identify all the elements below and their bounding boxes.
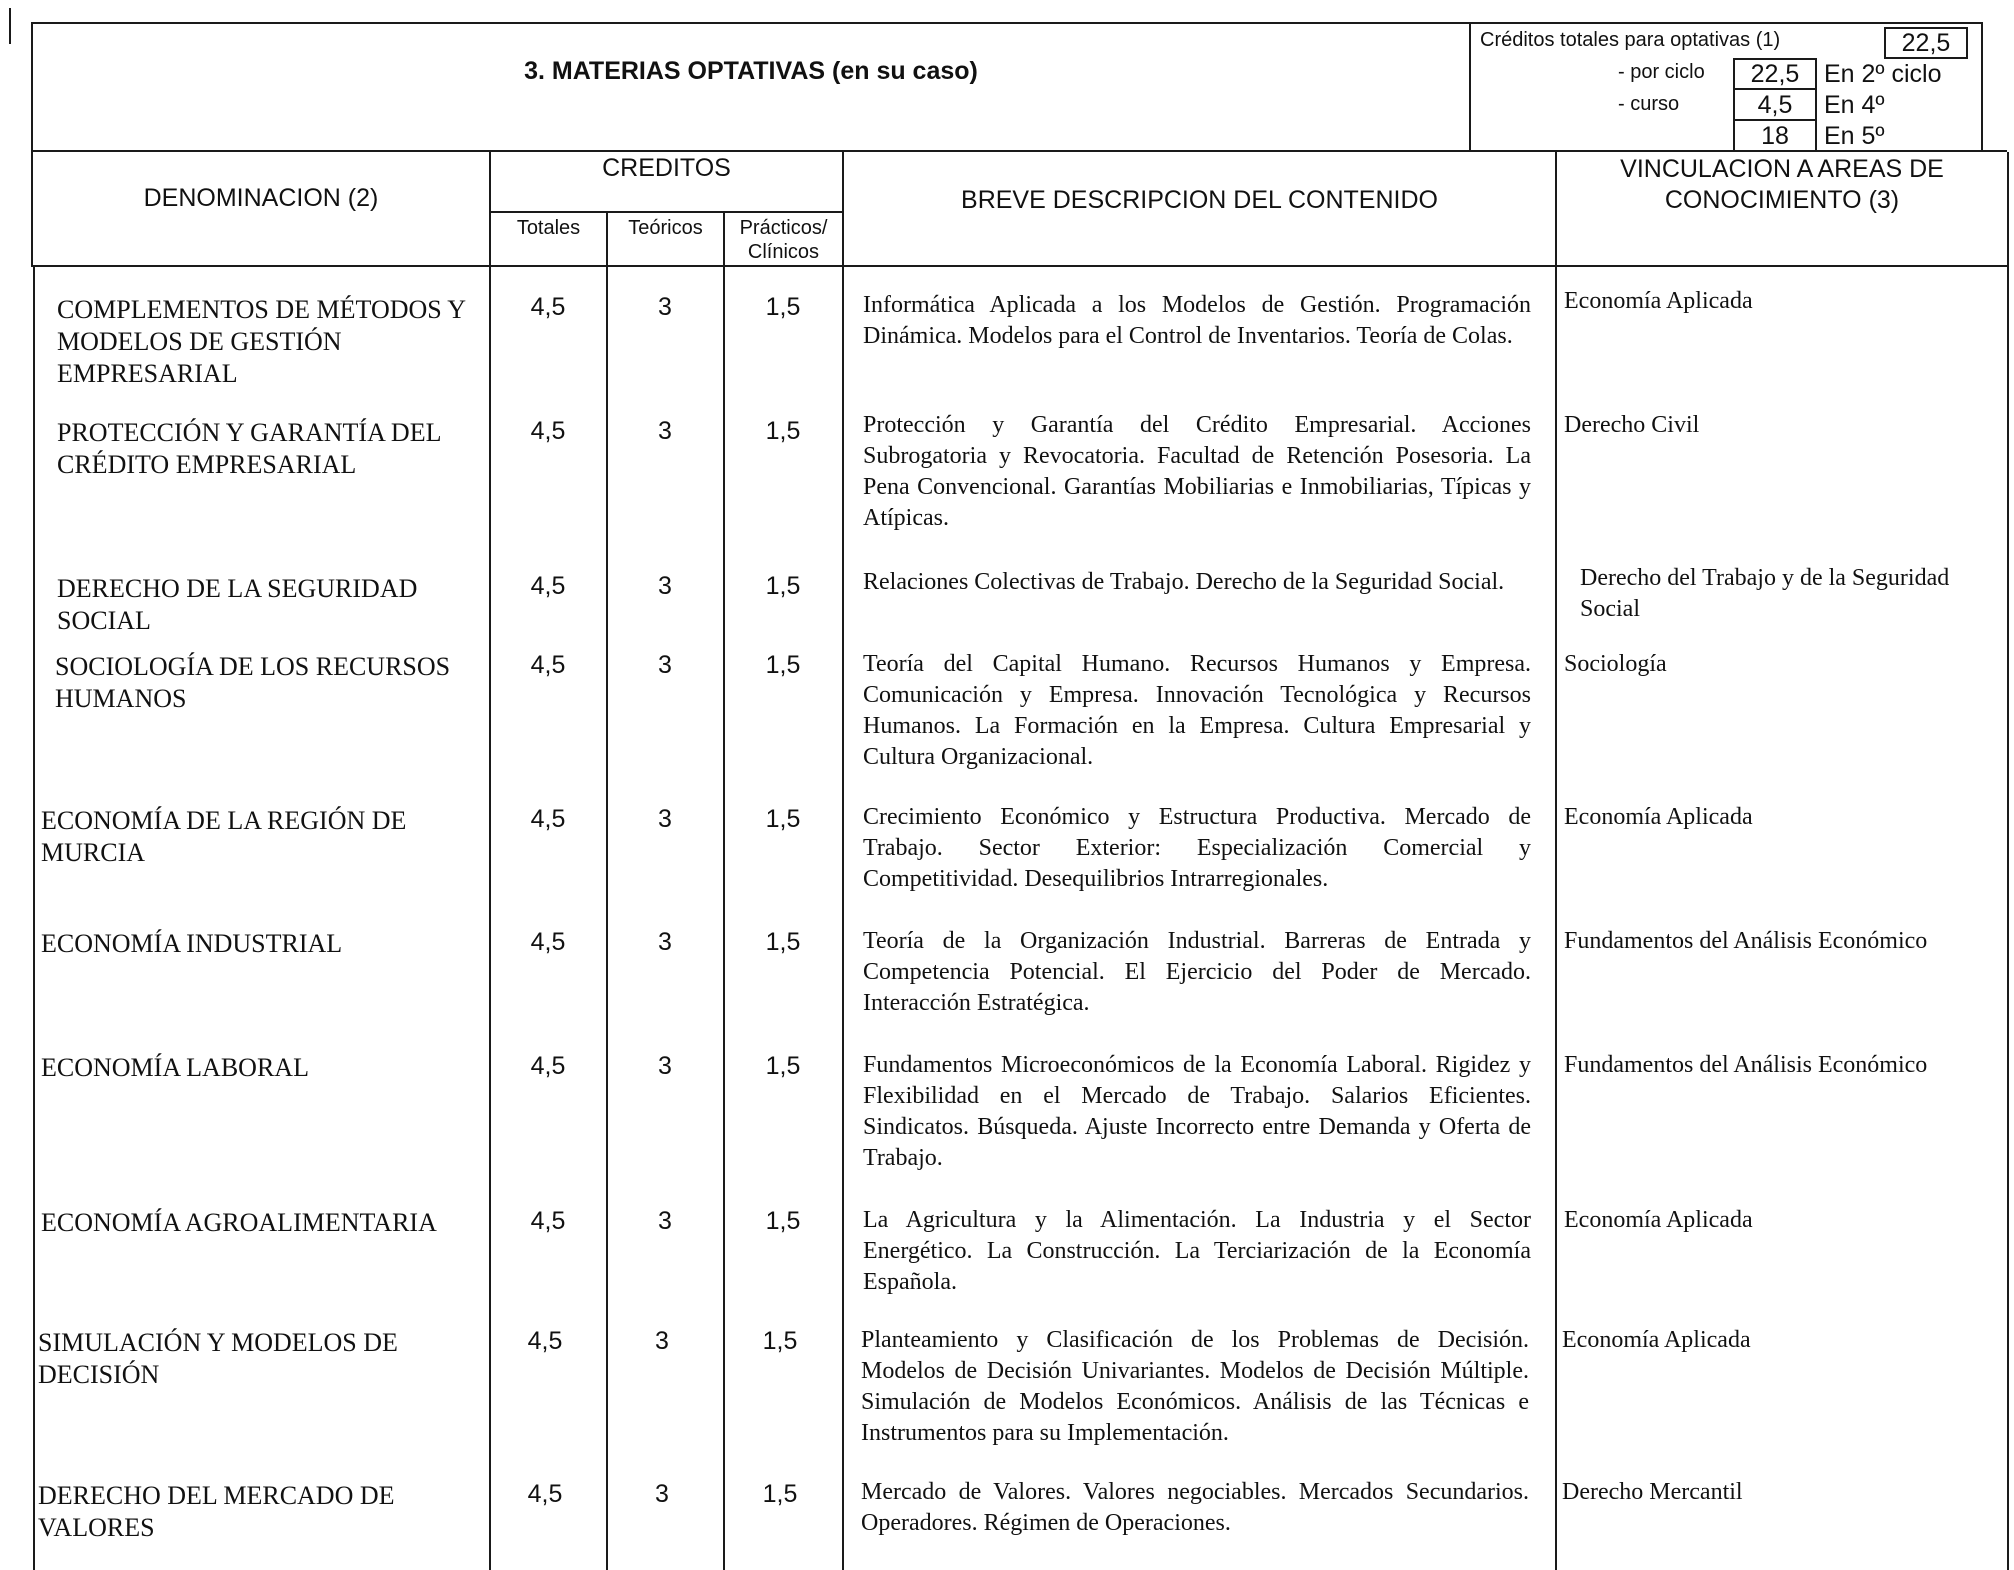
credits-practicos: 1,5 <box>765 293 801 321</box>
subject-description: Planteamiento y Clasificación de los Problemas de Decisión. Modelos de Decisión Univariantes. Modelos de Decisión Múltiple. Simulación de Modelos Económicos. Análisis de las Técnicas e Instrumentos para su Implementación. <box>861 1327 1529 1446</box>
subject-description: Protección y Garantía del Crédito Empresarial. Acciones Subrogatoria y Revocatoria. Facultad de Retención Posesoria. La Pena Convencional. Garantías Mobiliarias e Inmobiliarias, Típicas y Atípicas. <box>863 412 1531 531</box>
subject-description: Relaciones Colectivas de Trabajo. Derecho de la Seguridad Social. <box>863 569 1505 595</box>
subject-description: Fundamentos Microeconómicos de la Economía Laboral. Rigidez y Flexibilidad en el Mercado de Trabajo. Salarios Eficientes. Sindicatos. Búsqueda. Ajuste Incorrecto entre Demanda y Oferta de Trabajo. <box>863 1052 1531 1171</box>
subject-name: SOCIOLOGÍA DE LOS RECURSOS HUMANOS <box>55 652 451 713</box>
knowledge-area: Economía Aplicada <box>1562 1327 1751 1353</box>
course-label: - curso <box>1618 93 1680 115</box>
header-vinculacion-line2: CONOCIMIENTO (3) <box>1664 186 1900 214</box>
subject-name: ECONOMÍA DE LA REGIÓN DE MURCIA <box>41 806 407 867</box>
credits-practicos: 1,5 <box>765 1052 801 1080</box>
subject-description: Crecimiento Económico y Estructura Productiva. Mercado de Trabajo. Sector Exterior: Especialización Comercial y Competitividad. Desequilibrios Intrarregionales. <box>863 804 1531 892</box>
knowledge-area: Derecho Mercantil <box>1562 1479 1743 1505</box>
credits-practicos: 1,5 <box>762 1480 798 1508</box>
course-5-text: En 5º <box>1824 122 1885 150</box>
credits-practicos: 1,5 <box>762 1327 798 1355</box>
cycle-label: - por ciclo <box>1618 61 1705 83</box>
subject-description: La Agricultura y la Alimentación. La Industria y el Sector Energético. La Construcción. La Terciarización de la Economía Española. <box>863 1207 1531 1295</box>
knowledge-area: Economía Aplicada <box>1564 1207 1753 1233</box>
total-credits-label: Créditos totales para optativas (1) <box>1480 29 1781 51</box>
credits-practicos: 1,5 <box>765 417 801 445</box>
subject-name: PROTECCIÓN Y GARANTÍA DEL CRÉDITO EMPRESARIAL <box>57 418 441 479</box>
credits-practicos: 1,5 <box>765 651 801 679</box>
credits-teoricos: 3 <box>655 1327 669 1355</box>
section-title: 3. MATERIAS OPTATIVAS (en su caso) <box>524 57 978 85</box>
credits-totales: 4,5 <box>530 572 566 600</box>
knowledge-area: Derecho Civil <box>1564 412 1700 438</box>
header-denominacion: DENOMINACION (2) <box>143 184 379 212</box>
credits-totales: 4,5 <box>530 1052 566 1080</box>
header-vinculacion-line1: VINCULACION A AREAS DE <box>1620 155 1944 183</box>
total-credits-value: 22,5 <box>1884 27 1968 59</box>
subject-name: ECONOMÍA LABORAL <box>41 1053 309 1082</box>
subject-description: Informática Aplicada a los Modelos de Gestión. Programación Dinámica. Modelos para el Control de Inventarios. Teoría de Colas. <box>863 292 1531 349</box>
knowledge-area: Economía Aplicada <box>1564 288 1753 314</box>
subject-name: COMPLEMENTOS DE MÉTODOS Y MODELOS DE GESTIÓN EMPRESARIAL <box>57 295 466 388</box>
cycle-text: En 2º ciclo <box>1824 60 1942 88</box>
credits-teoricos: 3 <box>658 1052 672 1080</box>
subject-name: ECONOMÍA INDUSTRIAL <box>41 929 343 958</box>
credits-totales: 4,5 <box>527 1480 563 1508</box>
credits-teoricos: 3 <box>658 1207 672 1235</box>
knowledge-area: Sociología <box>1564 651 1667 677</box>
subject-name: DERECHO DE LA SEGURIDAD SOCIAL <box>57 574 418 635</box>
header-creditos: CREDITOS <box>602 154 731 182</box>
knowledge-area: Economía Aplicada <box>1564 804 1753 830</box>
header-practicos-line1: Prácticos/ <box>739 217 828 239</box>
course-4-text: En 4º <box>1824 91 1885 119</box>
credits-totales: 4,5 <box>527 1327 563 1355</box>
credits-totales: 4,5 <box>530 293 566 321</box>
header-totales: Totales <box>516 217 581 239</box>
course-4-value: 4,5 <box>1757 91 1793 119</box>
credits-practicos: 1,5 <box>765 572 801 600</box>
subject-description: Teoría de la Organización Industrial. Barreras de Entrada y Competencia Potencial. El Ejercicio del Poder de Mercado. Interacción Estratégica. <box>863 928 1531 1016</box>
credits-totales: 4,5 <box>530 1207 566 1235</box>
credits-practicos: 1,5 <box>765 1207 801 1235</box>
credits-teoricos: 3 <box>658 293 672 321</box>
credits-teoricos: 3 <box>658 572 672 600</box>
subject-name: SIMULACIÓN Y MODELOS DE DECISIÓN <box>38 1328 398 1389</box>
credits-teoricos: 3 <box>658 928 672 956</box>
credits-teoricos: 3 <box>658 805 672 833</box>
header-teoricos: Teóricos <box>628 217 703 239</box>
credits-totales: 4,5 <box>530 928 566 956</box>
credits-teoricos: 3 <box>658 417 672 445</box>
subject-name: DERECHO DEL MERCADO DE VALORES <box>38 1481 395 1542</box>
subject-description: Mercado de Valores. Valores negociables. Mercados Secundarios. Operadores. Régimen de Operaciones. <box>861 1479 1529 1536</box>
credits-practicos: 1,5 <box>765 805 801 833</box>
credits-teoricos: 3 <box>658 651 672 679</box>
cycle-value: 22,5 <box>1733 58 1817 90</box>
credits-totales: 4,5 <box>530 805 566 833</box>
subject-name: ECONOMÍA AGROALIMENTARIA <box>41 1208 437 1237</box>
subject-description: Teoría del Capital Humano. Recursos Humanos y Empresa. Comunicación y Empresa. Innovación Tecnológica y Recursos Humanos. La Formación en la Empresa. Cultura Empresarial y Cultura Organizacional. <box>863 651 1531 770</box>
header-descripcion: BREVE DESCRIPCION DEL CONTENIDO <box>961 186 1438 214</box>
knowledge-area: Fundamentos del Análisis Económico <box>1564 928 1928 954</box>
knowledge-area: Derecho del Trabajo y de la Seguridad Social <box>1580 565 1950 622</box>
credits-totales: 4,5 <box>530 651 566 679</box>
course-5-value: 18 <box>1761 122 1789 150</box>
header-practicos-line2: Clínicos <box>747 241 820 263</box>
credits-practicos: 1,5 <box>765 928 801 956</box>
credits-totales: 4,5 <box>530 417 566 445</box>
credits-teoricos: 3 <box>655 1480 669 1508</box>
knowledge-area: Fundamentos del Análisis Económico <box>1564 1052 1928 1078</box>
